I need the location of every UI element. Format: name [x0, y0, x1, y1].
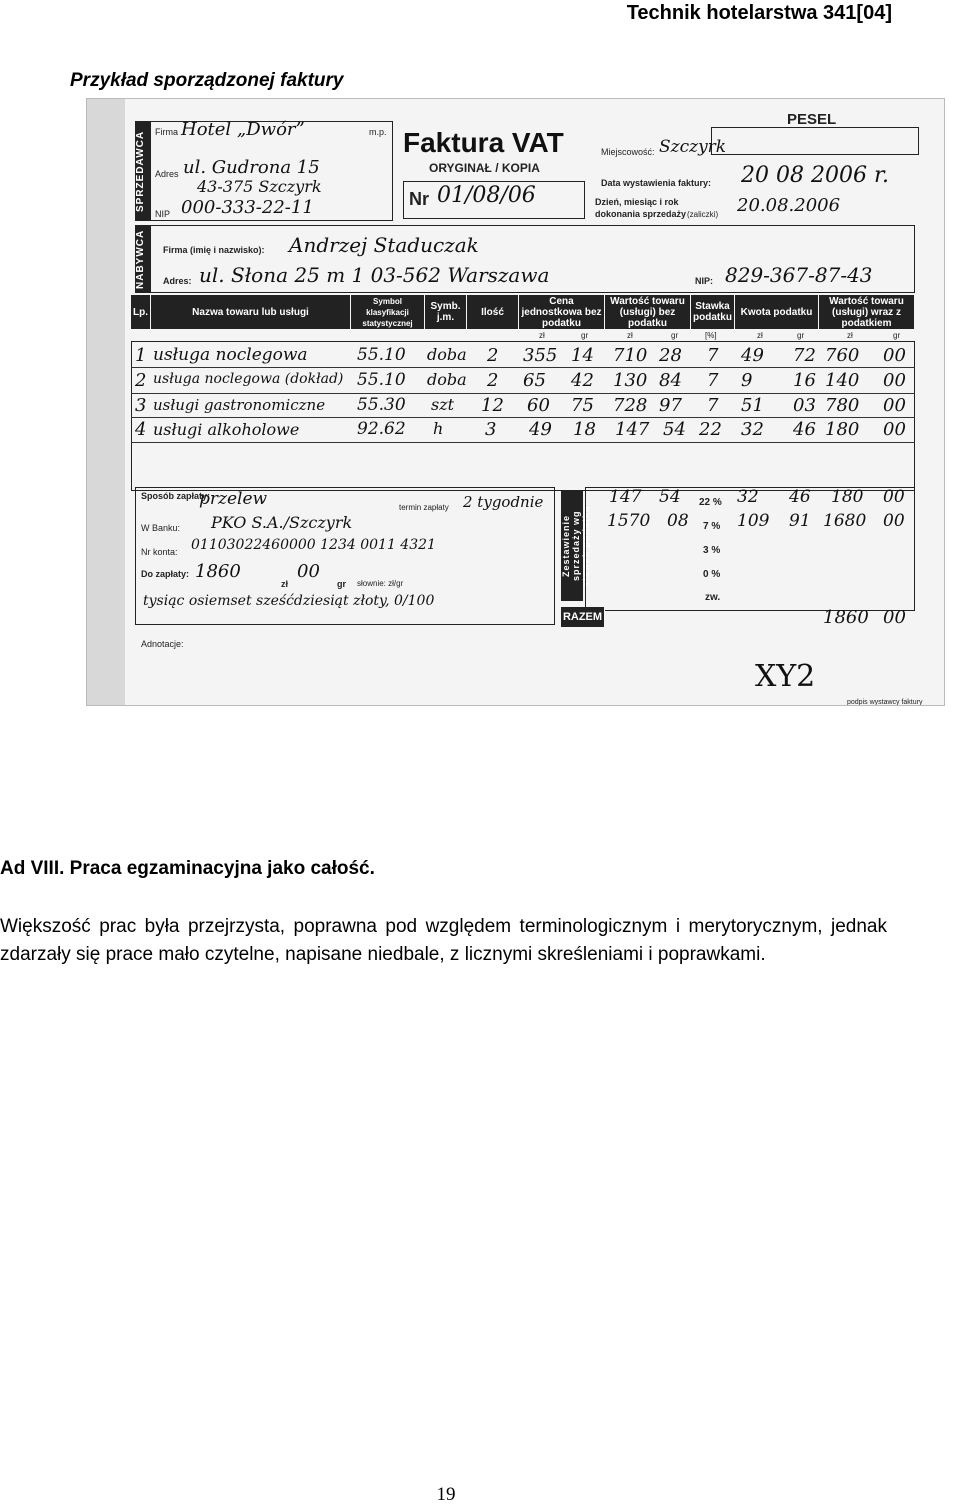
row2-pkwiu: 55.10	[357, 370, 406, 390]
buyer-adres-value: ul. Słona 25 m 1 03-562 Warszawa	[199, 263, 550, 287]
row2-net-gr: 84	[659, 370, 682, 391]
pesel-box	[711, 127, 919, 155]
row1-net-zl: 710	[613, 345, 648, 366]
signature-label: podpis wystawcy faktury	[847, 699, 923, 706]
summary-side-label: Zestawienie sprzedaży wg stawek podatku	[561, 491, 583, 601]
row-divider	[131, 393, 915, 394]
buyer-name-value: Andrzej Staduczak	[289, 233, 479, 257]
issue-date-value: 20 08 2006 r.	[741, 163, 890, 188]
example-caption: Przykład sporządzonej faktury	[70, 70, 344, 91]
payment-method-value: przelew	[199, 489, 268, 509]
summary-gross-zl-1: 180	[831, 487, 864, 507]
row3-unit: szt	[431, 395, 455, 414]
summary-gross-gr-1: 00	[883, 487, 905, 507]
row3-gross-zl: 780	[825, 395, 860, 416]
summary-vat-zl-2: 109	[737, 511, 770, 531]
col-unit: Symb. j.m.	[425, 295, 467, 329]
summary-rate-3: 3 %	[703, 545, 721, 556]
col-name: Nazwa towaru lub usługi	[151, 295, 351, 329]
row3-vat-rate: 7	[707, 395, 719, 416]
row3-qty: 12	[481, 395, 504, 416]
subhead-gr: gr	[893, 331, 901, 340]
buyer-adres-label: Adres:	[163, 276, 192, 286]
summary-gross-gr-2: 00	[883, 511, 905, 531]
sale-date-value: 20.08.2006	[737, 195, 841, 216]
total-gross-gr: 00	[883, 607, 906, 628]
summary-vat-gr-2: 91	[789, 511, 811, 531]
col-vat-amount: Kwota podatku	[735, 295, 819, 329]
row4-lp: 4	[135, 419, 147, 440]
subhead-zl: zł	[847, 331, 853, 340]
row3-price-zl: 60	[527, 395, 550, 416]
col-pkwiu: Symbol klasyfikacji statystycznej	[351, 295, 425, 329]
row3-net-gr: 97	[659, 395, 682, 416]
total-gross-zl: 1860	[823, 607, 869, 628]
summary-vat-zl-1: 32	[737, 487, 759, 507]
row4-net-zl: 147	[615, 419, 650, 440]
row4-name: usługi alkoholowe	[153, 420, 300, 439]
row2-net-zl: 130	[613, 370, 648, 391]
row4-price-gr: 18	[573, 419, 596, 440]
invoice-number-value: 01/08/06	[437, 183, 536, 208]
row3-net-zl: 728	[613, 395, 648, 416]
row1-gross-zl: 760	[825, 345, 860, 366]
summary-net-zl-1: 147	[609, 487, 642, 507]
row3-name: usługi gastronomiczne	[153, 396, 326, 414]
summary-rate-1: 22 %	[699, 497, 722, 508]
sale-date-label-2: dokonania sprzedaży	[595, 209, 687, 219]
page-header-title: Technik hotelarstwa 341[04]	[626, 2, 892, 24]
buyer-firma-label: Firma (imię i nazwisko):	[163, 245, 265, 255]
amount-due-gr: 00	[297, 561, 320, 582]
sale-date-label: Dzień, miesiąc i rok	[595, 197, 679, 207]
row2-vat-zl: 9	[741, 370, 753, 391]
section-title: Ad VIII. Praca egzaminacyjna jako całość.	[0, 858, 375, 879]
row4-qty: 3	[485, 419, 497, 440]
subhead-zl: zł	[757, 331, 763, 340]
row2-vat-gr: 16	[793, 370, 816, 391]
row2-unit: doba	[427, 370, 467, 389]
subhead-gr: gr	[581, 331, 589, 340]
place-label: Miejscowość:	[601, 147, 655, 157]
summary-net-gr-1: 54	[659, 487, 681, 507]
summary-vat-gr-1: 46	[789, 487, 811, 507]
row1-unit: doba	[427, 345, 467, 364]
payment-term-label: termin zapłaty	[399, 503, 449, 512]
invoice-title: Faktura VAT	[403, 127, 564, 158]
summary-rate-4: 0 %	[703, 569, 721, 580]
row2-lp: 2	[135, 370, 147, 391]
col-qty: Ilość	[467, 295, 519, 329]
sale-date-advance: (zaliczki)	[687, 210, 719, 219]
row4-vat-gr: 46	[793, 419, 816, 440]
notes-label: Adnotacje:	[141, 639, 184, 649]
col-unit-price: Cena jednostkowa bez podatku	[519, 295, 605, 329]
row1-net-gr: 28	[659, 345, 682, 366]
row3-vat-zl: 51	[741, 395, 764, 416]
issuer-signature: XY2	[755, 659, 816, 694]
amount-due-zl: 1860	[195, 561, 241, 582]
row1-price-gr: 14	[571, 345, 594, 366]
row1-vat-gr: 72	[793, 345, 816, 366]
seller-nip-label: NIP	[155, 209, 171, 219]
row2-price-zl: 65	[523, 370, 546, 391]
row3-lp: 3	[135, 395, 147, 416]
invoice-margin-strip	[87, 99, 125, 705]
row1-price-zl: 355	[523, 345, 558, 366]
summary-net-gr-2: 08	[667, 511, 689, 531]
row1-pkwiu: 55.10	[357, 345, 406, 365]
amount-due-zl-label: zł	[281, 579, 289, 589]
row3-pkwiu: 55.30	[357, 395, 406, 415]
in-words-label: słownie: zł/gr	[357, 579, 404, 588]
col-net-value: Wartość towaru (usługi) bez podatku	[605, 295, 691, 329]
row4-gross-zl: 180	[825, 419, 860, 440]
amount-due-label: Do zapłaty:	[141, 569, 190, 579]
page-number: 19	[436, 1484, 456, 1505]
invoice-scan	[86, 98, 945, 706]
row4-vat-zl: 32	[741, 419, 764, 440]
buyer-nip-value: 829-367-87-43	[725, 263, 873, 287]
row2-gross-gr: 00	[883, 370, 906, 391]
subhead-zl: zł	[539, 331, 545, 340]
row2-price-gr: 42	[571, 370, 594, 391]
row4-pkwiu: 92.62	[357, 419, 406, 439]
seller-firma-label: Firma	[155, 127, 178, 137]
in-words-value: tysiąc osiemset sześćdziesiąt złoty, 0/100	[143, 593, 435, 609]
invoice-original-copy: ORYGINAŁ / KOPIA	[429, 161, 540, 175]
row4-net-gr: 54	[663, 419, 686, 440]
col-lp: Lp.	[131, 295, 151, 329]
place-value: Szczyrk	[659, 137, 727, 157]
invoice-number-label: Nr	[409, 189, 430, 209]
account-label: Nr konta:	[141, 547, 178, 557]
seller-nip-value: 000-333-22-11	[181, 197, 314, 218]
col-vat-rate: Stawka podatku	[691, 295, 735, 329]
account-value: 01103022460000 1234 0011 4321	[191, 537, 436, 553]
pesel-label: PESEL	[787, 111, 837, 128]
total-label: RAZEM	[561, 607, 605, 627]
row2-name: usługa noclegowa (dokład)	[153, 371, 344, 387]
seller-adres-label: Adres	[155, 169, 179, 179]
row4-gross-gr: 00	[883, 419, 906, 440]
row1-vat-rate: 7	[707, 345, 719, 366]
bank-label: W Banku:	[141, 523, 181, 533]
summary-gross-zl-2: 1680	[823, 511, 867, 531]
row1-vat-zl: 49	[741, 345, 764, 366]
body-paragraph: Większość prac była przejrzysta, poprawna pod względem terminologicznym i merytorycznym, jednak zdarzały się prace mało czytelne, napisane niedbale, z licznymi skreśleniami i poprawkami.	[0, 916, 887, 965]
row-divider	[131, 417, 915, 418]
row1-lp: 1	[135, 345, 147, 366]
row-divider	[131, 442, 915, 443]
row2-qty: 2	[487, 370, 499, 391]
buyer-nip-label: NIP:	[695, 276, 713, 286]
col-gross-value: Wartość towaru (usługi) wraz z podatkiem	[819, 295, 915, 329]
amount-due-gr-label: gr	[337, 579, 346, 589]
row4-vat-rate: 22	[699, 419, 722, 440]
row-divider	[131, 367, 915, 368]
summary-rate-exempt: zw.	[705, 592, 721, 603]
row3-price-gr: 75	[571, 395, 594, 416]
seller-firma-value: Hotel „Dwór”	[181, 119, 305, 140]
buyer-label: NABYWCA	[135, 225, 151, 293]
seller-adres-line2: 43-375 Szczyrk	[197, 177, 322, 196]
payment-method-label: Sposób zapłaty:	[141, 491, 211, 501]
row4-price-zl: 49	[529, 419, 552, 440]
payment-term-value: 2 tygodnie	[463, 493, 544, 511]
seller-mp-label: m.p.	[369, 127, 387, 137]
row1-gross-gr: 00	[883, 345, 906, 366]
row3-gross-gr: 00	[883, 395, 906, 416]
summary-rate-2: 7 %	[703, 521, 721, 532]
seller-label: SPRZEDAWCA	[135, 121, 151, 221]
summary-net-zl-2: 1570	[607, 511, 651, 531]
row2-vat-rate: 7	[707, 370, 719, 391]
bank-value: PKO S.A./Szczyrk	[211, 513, 353, 532]
row1-qty: 2	[487, 345, 499, 366]
issue-date-label: Data wystawienia faktury:	[601, 178, 712, 188]
subhead-zl: zł	[627, 331, 633, 340]
row1-name: usługa noclegowa	[153, 345, 308, 365]
row3-vat-gr: 03	[793, 395, 816, 416]
subhead-gr: gr	[797, 331, 805, 340]
seller-adres-line1: ul. Gudrona 15	[183, 157, 320, 178]
subhead-gr: gr	[671, 331, 679, 340]
row2-gross-zl: 140	[825, 370, 860, 391]
subhead-pct: [%]	[705, 331, 717, 340]
row4-unit: h	[433, 419, 444, 438]
